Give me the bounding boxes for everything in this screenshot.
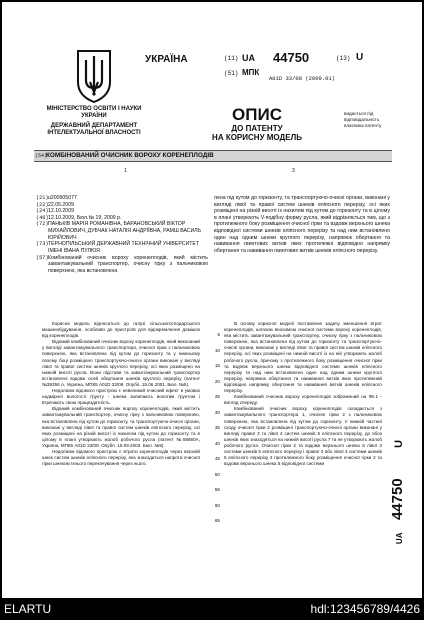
line-number: 20 [214,378,220,384]
paragraph: Недоліком відомого пристрою є невеликий очисний ефект в умовах надмірної вологості ґрунту - шнеки залипають вологим ґрунтом і втрачають свою працездатність. [42,388,200,406]
margin-patent-id [378,402,418,582]
line-number: 15 [214,363,220,368]
doc-title: ОПИС [232,105,282,124]
line-number: 30 [214,409,220,415]
line-number: 50 [214,471,220,477]
viewer-footer [0,598,424,620]
patent-no-code: (11) [224,55,239,62]
patent-kind-code: (13) [336,55,351,62]
margin-kind: U [393,439,405,448]
line-number: 60 [214,502,220,508]
description-left-column [42,321,200,467]
repository-label: ELARTU [4,602,52,616]
line-numbers [210,332,220,534]
biblio-block [36,195,208,277]
handle-id: hdl:123456789/4426 [310,602,420,616]
margin-country: UA [395,532,404,545]
biblio-line [36,241,208,254]
patent-country: UA [242,53,255,63]
mpk-value: A01D 33/08 (2009.01) [269,75,336,82]
patent-kind: U [356,52,364,63]
biblio-line [36,208,208,215]
side-note: видається під відповідальність власника патенту [344,111,382,129]
biblio-code: (21) [36,195,49,201]
biblio-code: (24) [36,208,49,215]
biblio-text: u200905077 [48,195,77,201]
paragraph: Відомий комбінований очисник вороху коренеплодів, який виконаний у вигляді завантажувального транспортера, очисної гірки з пальчиковою поверхнею, яка встановлена під кутом до горизонту та у нижньому своєму боці розміщено транспортуючо-очисні органи виконані у вигляді лівої та правої систем шнеків круглого перерізу, осі яких розміщено на нижній висоті русла. Вони підстави та завантажувальний транспортер встановлені вздовж осей обертання шнеків круглого перерізу (патент №39356 А, Україна, МПК5 А01D 33/08. Опубл. 15.06.2001. Бюл. №5). [42,339,200,387]
trident-icon [74,48,114,104]
line-number: 40 [214,440,220,446]
paragraph: Комбінований очисник вороху коренеплодів складається з завантажувального транспортера 1, очисної гірки 2 з пальчиковою поверхнею, яка встановлена під кутом до горизонту. У нижній частині сходу очисної гірки 2 розміщені транспортуючо-очисні органи виконані у вигляді правої 3 та лівої 4 систем шнеків 5 еліпсного перерізу, до обох шнеків яких знаходяться на нижній висоті русла 7 та не утворюють жолоб робочого русла. Очисної гірки 2 та вздовж верхнього шнека 6 лівої 3 системи шнеків 5 еліпсного перерізу і правої 3 або лівої 4 системи шнеків 5 еліпсного перерізу 3 протилежного боку розміщення очисної гірки 2 та вздовж верхнього шнека 5 відповідної системи [224,406,382,467]
biblio-line [36,202,208,209]
paragraph: Відомий комбінований очисник вороху коренеплодів, який містить завантажувальний транспортер, очисну гірку з пальчиковою поверхнею, яка встановлена під кутом до горизонту, та транспортуючо-очисні органи, виконані у вигляді лівої та правої систем шнеків еліпсного перерізу, осі яких розміщені на різній висоті із нахилом під кутом до горизонту та в цілому в плані утворюють жолоб робочого русла (патент №58860А, Україна, МПК5 А01D 33/08. Опубл. 15.09.2003. Бюл. №9). [42,406,200,448]
biblio-text: Комбінований очисник вороху коренеплодів, який містить завантажувальний транспортер, очисну гірку з пальчиковою поверхнею, яка встановлена [48,254,208,274]
biblio-text: 12.10.2009, Бюл.№ 19, 2009 р. [48,214,122,221]
line-number: 5 [217,332,220,337]
mpk-label: МПК [242,68,260,77]
biblio-text: ПАНЬКІВ МАРІЯ РОМАНІВНА, БАРАНОВСЬКИЙ ВІКТОР МИХАЙЛОВИЧ, ДУБЧАК НАТАЛІЯ АНДРІЇВНА, РАМШ ВАСИЛЬ ЮРІЙОВИЧ [48,221,202,241]
line-number: 25 [214,394,220,399]
patent-number: 44750 [273,50,310,65]
country-name: УКРАЇНА [145,54,188,65]
patent-page [2,2,422,598]
claim-text: лена під кутом до горизонту, та транспортуючо-очисні органи, виконані у вигляді лівої та правої систем шнеків еліпсного перерізу, осі яких розміщені на різній висоті із нахилом під кутом до горизонту та в цілому в плані утворюють V-подібну форму русла, який відрізняється тим, що з протилежного боку розміщення очисної гірки та вздовж верхнього шнека відповідної системи шнеків еліпсного перерізу та над ним встановлено один над одним шнеки круглого перерізу, напрямок обертання та навивання гвинтових витків яких протилежні відповідно напрямку обертання та навивання гвинтових витків шнеків еліпсного перерізу. [214,195,390,254]
biblio-line [36,221,208,241]
doc-subtitle-1: ДО ПАТЕНТУ [231,124,283,133]
paragraph: Комбінований очисник вороху коренеплодів зображений на Фіг.1 - вигляд спереду. [224,394,382,406]
biblio-code: (22) [36,201,49,208]
line-number: 55 [214,487,220,492]
line-number: 45 [214,456,220,461]
column-marker-1: 1 [124,168,127,174]
biblio-text: ТЕРНОПІЛЬСЬКИЙ ДЕРЖАВНИЙ ТЕХНІЧНИЙ УНІВЕРСИТЕТ ІМЕНІ ІВАНА ПУЛЮЯ [48,241,199,254]
title-code: (54) [35,153,48,159]
column-marker-3: 3 [292,168,295,174]
biblio-code: (73) [36,241,49,248]
paragraph: Корисна модель відноситься до галузі сільськогосподарського машинобудування, особливо до пристроїв для відокремлення домішок від коренеплодів. [42,321,200,339]
margin-number: 44750 [389,478,406,521]
doc-subtitle-2: НА КОРИСНУ МОДЕЛЬ [212,133,302,142]
line-number: 35 [214,425,220,430]
paragraph: Недоліком відомого пристрою є втрати коренеплодів через верхній шнек систем шнеків еліпсного перерізу, яка знаходиться напроти очисної гірки шнеком їхнього перекочування через нього. [42,448,200,467]
department-name: ДЕРЖАВНИЙ ДЕПАРТАМЕНТ ІНТЕЛЕКТУАЛЬНОЇ ВЛАСНОСТІ [47,123,141,137]
biblio-code: (46) [36,214,49,221]
paragraph: В основу корисної моделі поставлене задачу зменшення втрат коренеплодів, шляхом вносимою очисної системи вороху коренеплодів, яка містить завантажувальний транспортер, очисну гірку з пальчиковою поверхнею, яка встановлена під кутом до горизонту та транспортуючо-очисні органи, виконані у вигляді лівої та правої систем шнеків еліпсного перерізу, осі яких розміщені на нижній висоті із на ній утворюють жолоб робочого русла, причому з протилежного боку розміщення очисної гірки та вздовж верхнього шнека відповідної системи шнеків еліпсного перерізу та над ним встановлено один над одним шнеки круглого перерізу, напрямок обертання та навивання витків яких протилежний відповідно напрямку обертання та навивання витків шнеків еліпсного перерізу. [224,321,382,394]
biblio-code: (72) [36,221,49,228]
biblio-line [36,255,208,277]
biblio-code: (57) [36,254,49,261]
ministry-name: МІНІСТЕРСТВО ОСВІТИ І НАУКИ УКРАЇНИ [46,106,142,120]
utility-model-title: КОМБІНОВАНИЙ ОЧИСНИК ВОРОХУ КОРЕНЕПЛОДІВ [46,152,214,159]
line-number: 10 [214,347,220,353]
line-number: 65 [214,518,220,523]
mpk-code: (51) [224,70,239,77]
biblio-line [36,195,208,202]
description-right-column [224,321,382,467]
biblio-text: 12.10.2009 [48,208,74,215]
biblio-text: 22.05.2009 [48,201,74,208]
